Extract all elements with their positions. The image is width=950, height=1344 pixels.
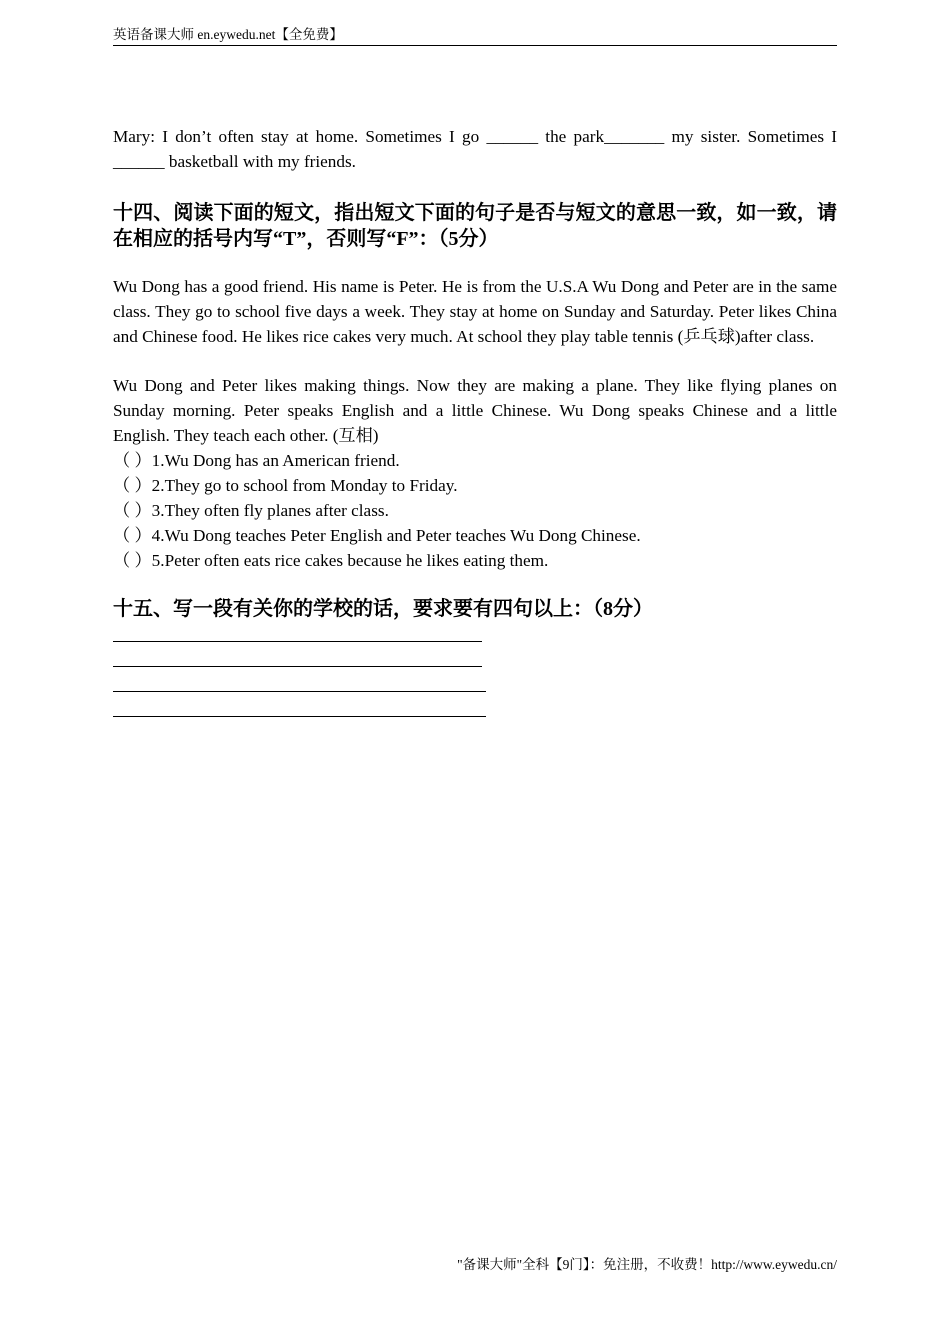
question-item: （ ）1.Wu Dong has an American friend.: [113, 451, 400, 470]
document-page: [113, 0, 837, 1344]
passage-paragraph-1: Wu Dong has a good friend. His name is Peter. He is from the U.S.A Wu Dong and Peter are in the same class. They go to school five days a week. They stay at home on Sunday and Saturday. Peter likes China and Chinese food. He likes rice cakes very much. At school they play table tennis (乒乓球)after class.: [113, 277, 837, 346]
writing-line[interactable]: [113, 666, 482, 667]
writing-line[interactable]: [113, 716, 486, 717]
passage-paragraph-2: Wu Dong and Peter likes making things. Now they are making a plane. They like flying planes on Sunday morning. Peter speaks English and a little Chinese. Wu Dong speaks Chinese and a little English. They teach each other. (互相): [113, 376, 837, 445]
page-header: 英语备课大师 en.eywedu.net【全免费】: [113, 26, 837, 46]
question-item: （ ）4.Wu Dong teaches Peter English and Peter teaches Wu Dong Chinese.: [113, 526, 641, 545]
writing-line[interactable]: [113, 641, 482, 642]
writing-line[interactable]: [113, 691, 486, 692]
question-item: （ ）3.They often fly planes after class.: [113, 501, 389, 520]
dialogue-paragraph: Mary: I don’t often stay at home. Sometimes I go ______ the park_______ my sister. Sometimes I ______ basketball with my friends.: [113, 127, 837, 171]
page-footer: "备课大师"全科【9门】：免注册，不收费！http://www.eywedu.cn/: [457, 1257, 837, 1272]
question-item: （ ）5.Peter often eats rice cakes because he likes eating them.: [113, 551, 549, 570]
section-15-title: 十五、写一段有关你的学校的话，要求要有四句以上：（8分）: [113, 598, 653, 620]
question-item: （ ）2.They go to school from Monday to Friday.: [113, 476, 458, 495]
section-14-title: 十四、阅读下面的短文，指出短文下面的句子是否与短文的意思一致，如一致，请在相应的括号内写“T”，否则写“F”：（5分）: [113, 202, 837, 250]
